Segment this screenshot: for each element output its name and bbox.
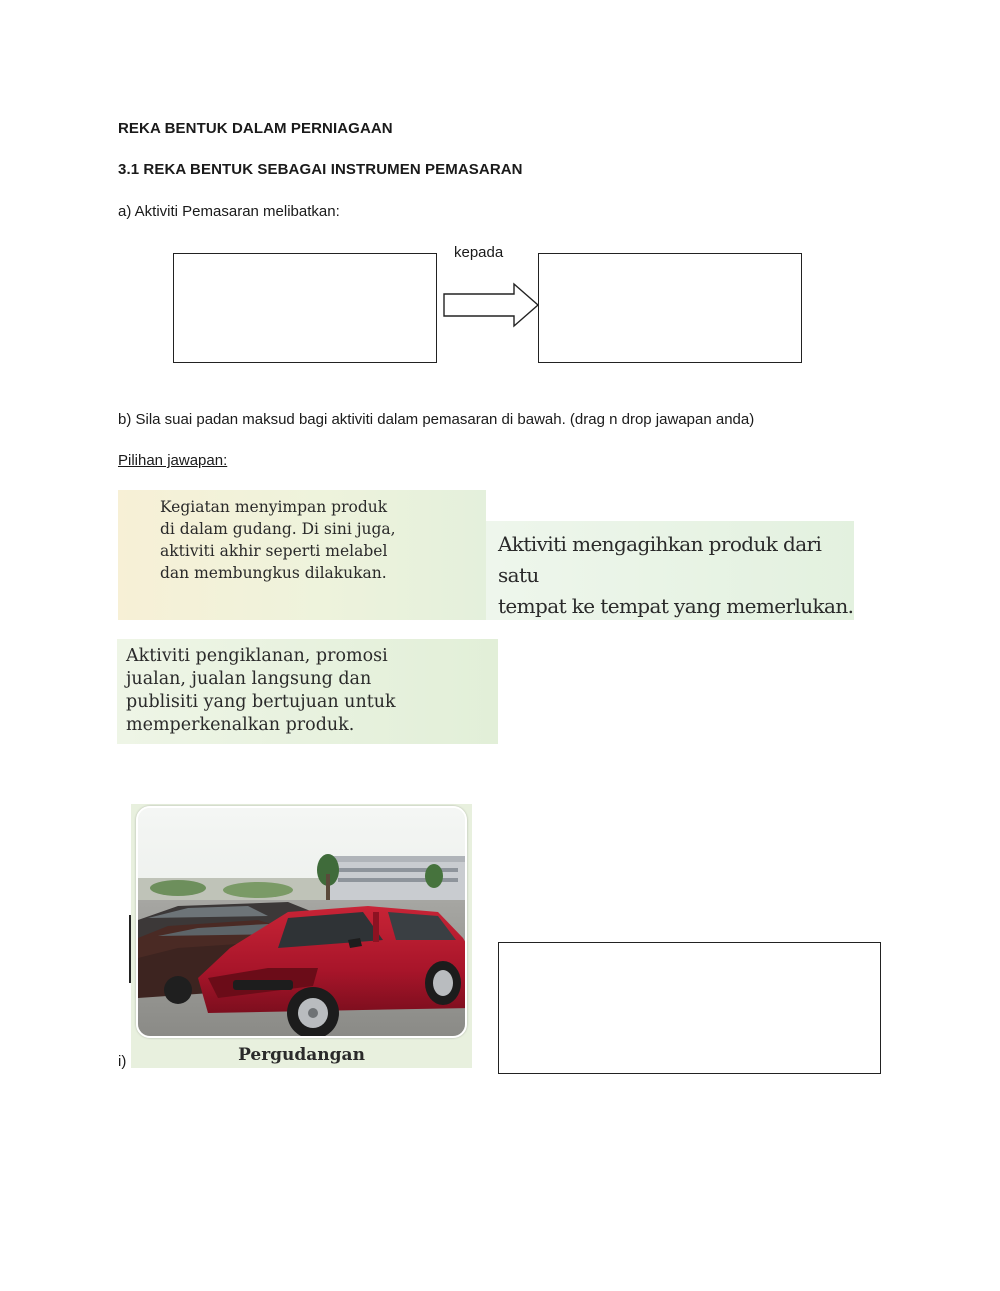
choice-line: di dalam gudang. Di sini juga,: [160, 520, 396, 538]
choice-line: dan membungkus dilakukan.: [160, 564, 387, 582]
image-caption: Pergudangan: [238, 1045, 365, 1065]
choice-line: tempat ke tempat yang memerlukan.: [498, 594, 854, 618]
choice-line: Aktiviti mengagihkan produk dari satu: [498, 532, 822, 587]
warehouse-photo-card: [131, 804, 472, 1068]
choice-line: Kegiatan menyimpan produk: [160, 498, 388, 516]
answer-box-right[interactable]: [538, 253, 802, 363]
part-b-instruction: b) Sila suai padan maksud bagi aktiviti dalam pemasaran di bawah. (drag n drop jawapan anda): [118, 411, 755, 428]
section-title: 3.1 REKA BENTUK SEBAGAI INSTRUMEN PEMASARAN: [118, 161, 523, 178]
choice-line: aktiviti akhir seperti melabel: [160, 542, 388, 560]
page-title: REKA BENTUK DALAM PERNIAGAAN: [118, 120, 393, 137]
car-lot-image: [136, 806, 467, 1038]
choices-heading: Pilihan jawapan:: [118, 452, 228, 469]
choice-card-promotion[interactable]: [117, 639, 498, 744]
choice-line: Aktiviti pengiklanan, promosi: [126, 646, 388, 666]
choice-line: jualan, jualan langsung dan: [126, 669, 372, 689]
answer-box-i[interactable]: [498, 942, 881, 1074]
car-lot-illustration: [138, 808, 467, 1038]
choice-card-storage[interactable]: [118, 490, 486, 620]
arrow-label: kepada: [454, 244, 504, 261]
part-a-label: a) Aktiviti Pemasaran melibatkan:: [118, 203, 340, 220]
choice-line: publisiti yang bertujuan untuk: [126, 692, 396, 712]
choice-card-distribution[interactable]: [486, 521, 854, 620]
answer-box-left[interactable]: [173, 253, 437, 363]
right-arrow-icon: [442, 282, 540, 328]
question-number: i): [118, 1053, 127, 1070]
choice-line: memperkenalkan produk.: [126, 715, 355, 735]
